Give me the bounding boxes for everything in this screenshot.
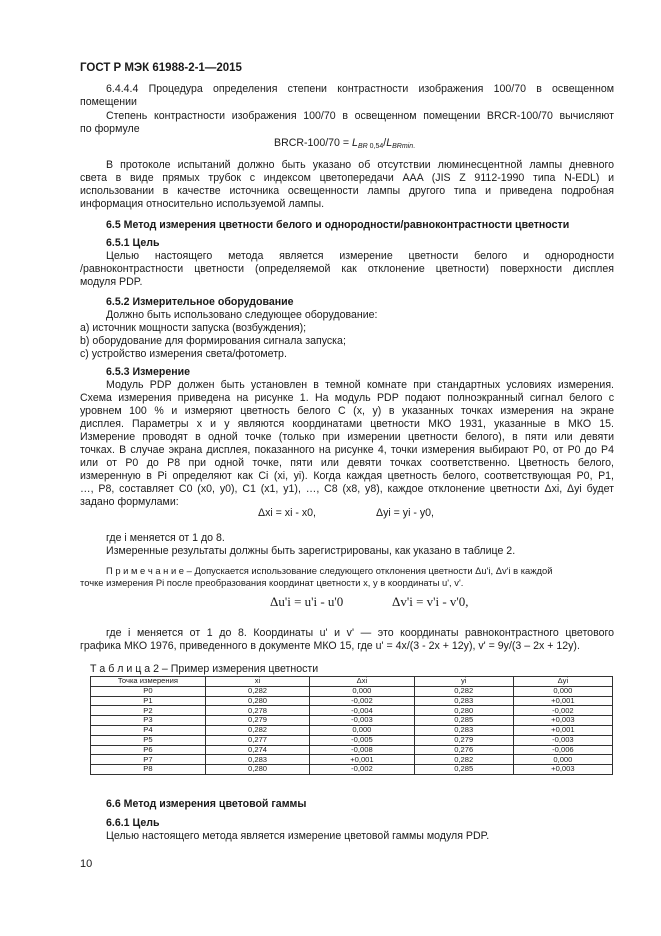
paragraph-line: Должно быть использовано следующее оборудование: <box>106 309 378 321</box>
table-cell: -0,002 <box>310 765 414 775</box>
paragraph-line: по формуле <box>80 123 140 135</box>
table-header-cell: Точка измерения <box>91 677 206 687</box>
formula-brcr: BRCR-100/70 = $L_{BR 0,54}/L_{BRmin.}$ <box>274 137 416 150</box>
section-heading-6-5: 6.5 Метод измерения цветности белого и однородности/равноконтрастности цветности <box>106 219 570 231</box>
table-cell: 0,280 <box>205 765 309 775</box>
table-header-cell: yi <box>414 677 513 687</box>
paragraph-line: использовании в качестве источника освещенности лампы другого типа и приведена подробная <box>80 185 614 197</box>
table-cell: 0,000 <box>310 686 414 696</box>
measurement-table <box>90 676 613 775</box>
table-cell: P7 <box>91 755 206 765</box>
table-row <box>91 706 613 716</box>
table-cell: 0,283 <box>205 755 309 765</box>
paragraph-line: или от P0 до P8 при одной точке, пяти или девяти точках соответственно. Цветность белого, <box>80 457 614 469</box>
table-cell: +0,001 <box>513 725 612 735</box>
table-row <box>91 735 613 745</box>
table-cell: 0,279 <box>205 716 309 726</box>
section-heading-6-6: 6.6 Метод измерения цветовой гаммы <box>106 798 307 810</box>
table-cell: 0,000 <box>310 725 414 735</box>
table-cell: 0,283 <box>414 696 513 706</box>
paragraph-line: Целью настоящего метода является измерение цветности белого и однородности <box>106 250 614 262</box>
paragraph-line: где i меняется от 1 до 8. <box>106 532 225 544</box>
table-cell: -0,006 <box>513 745 612 755</box>
table-cell: +0,001 <box>513 696 612 706</box>
table-cell: 0,279 <box>414 735 513 745</box>
note-line: точке измерения Pi после преобразования координат цветности x, y в координаты u', v'. <box>80 577 464 588</box>
table-row <box>91 755 613 765</box>
table-cell: P2 <box>91 706 206 716</box>
section-heading-6-5-1: 6.5.1 Цель <box>106 237 160 249</box>
paragraph-line: где i меняется от 1 до 8. Координаты u' и v' — это координаты равноконтрастного цветового <box>106 627 614 639</box>
table-cell: 0,283 <box>414 725 513 735</box>
table-cell: -0,002 <box>513 706 612 716</box>
paragraph-line: Модуль PDP должен быть установлен в темной комнате при стандартных условиях измерения. <box>106 379 614 391</box>
table-cell: -0,002 <box>310 696 414 706</box>
paragraph-line: задано формулами: <box>80 496 179 508</box>
formula-delta-x: Δxi = xi - x0, <box>258 507 316 519</box>
table-row <box>91 765 613 775</box>
section-heading-6-6-1: 6.6.1 Цель <box>106 817 160 829</box>
table-cell: +0,001 <box>310 755 414 765</box>
table-cell: 0,280 <box>414 706 513 716</box>
paragraph-line: Целью настоящего метода является измерение цветовой гаммы модуля PDP. <box>106 830 490 842</box>
note-line: П р и м е ч а н и е – Допускается использование следующего отклонения цветности Δu'i, Δv'i в каждой <box>106 565 553 576</box>
paragraph-line: Схема измерения приведена на рисунке 1. На модуль PDP подают полноэкранный сигнал белого с <box>80 392 614 404</box>
paragraph-line: точках. В случае экрана дисплея, показанного на рисунке 4, точки измерения выбирают P0, от P0 до P4 <box>80 444 614 456</box>
list-item: a) источник мощности запуска (возбуждения); <box>80 322 307 334</box>
table-cell: 0,000 <box>513 755 612 765</box>
list-item: b) оборудование для формирования сигнала запуска; <box>80 335 346 347</box>
list-item: c) устройство измерения света/фотометр. <box>80 348 287 360</box>
table-header-row <box>91 677 613 687</box>
paragraph-line: измеренную в Pi определяют как Ci (xi, yi). Когда каждая цветность белого, соответствующая P0, P1, <box>80 470 614 482</box>
table-cell: -0,003 <box>310 716 414 726</box>
table-cell: -0,003 <box>513 735 612 745</box>
table-row <box>91 696 613 706</box>
table-cell: 0,282 <box>205 686 309 696</box>
page-number: 10 <box>80 858 93 870</box>
table-cell: 0,278 <box>205 706 309 716</box>
table-cell: P6 <box>91 745 206 755</box>
paragraph-line: В протоколе испытаний должно быть указано об отсутствии люминесцентной лампы дневного <box>106 159 614 171</box>
formula-delta-y: Δyi = yi - y0, <box>376 507 434 519</box>
table-row <box>91 745 613 755</box>
table-cell: P3 <box>91 716 206 726</box>
paragraph-line: модуля PDP. <box>80 276 143 288</box>
table-row <box>91 686 613 696</box>
paragraph-line: света в виде прямых трубок с индексом цветопередачи AAA (JIS Z 9112-1990 типа N-EDL) и <box>80 172 614 184</box>
document-header: ГОСТ Р МЭК 61988-2-1—2015 <box>80 62 242 74</box>
table-cell: P5 <box>91 735 206 745</box>
paragraph-line: Измерение проводят в одной точке (только при измерении цветности белого), в пяти или девяти <box>80 431 614 443</box>
paragraph-line: …, P8, составляет C0 (x0, y0), C1 (x1, y1), …, C8 (x8, y8), каждое отклонение цветности Δxi, Δyi будет <box>80 483 614 495</box>
table-cell: 0,277 <box>205 735 309 745</box>
table-caption: Т а б л и ц а 2 – Пример измерения цветности <box>90 663 319 675</box>
table-cell: 0,285 <box>414 716 513 726</box>
table-cell: 0,285 <box>414 765 513 775</box>
table-row <box>91 725 613 735</box>
table-cell: -0,008 <box>310 745 414 755</box>
table-header-cell: xi <box>205 677 309 687</box>
table-cell: 0,282 <box>205 725 309 735</box>
table-header-cell: Δxi <box>310 677 414 687</box>
paragraph-line: дисплея. Параметры x и y являются координатами цветности МКО 1931, указанные в МКО 15. <box>80 418 614 430</box>
table-cell: +0,003 <box>513 765 612 775</box>
formula-delta-u: Δu'i = u'i - u'0 <box>270 594 344 609</box>
section-heading-6-5-3: 6.5.3 Измерение <box>106 366 191 378</box>
table-cell: 0,282 <box>414 755 513 765</box>
section-heading-6-5-2: 6.5.2 Измерительное оборудование <box>106 296 294 308</box>
table-cell: 0,276 <box>414 745 513 755</box>
table-row <box>91 716 613 726</box>
paragraph-line: /равноконтрастности цветности (определяемой как отклонение цветности) поверхности дисплея <box>80 263 614 275</box>
table-cell: 0,274 <box>205 745 309 755</box>
paragraph-line: помещении <box>80 96 137 108</box>
table-cell: P4 <box>91 725 206 735</box>
table-cell: +0,003 <box>513 716 612 726</box>
table-cell: 0,000 <box>513 686 612 696</box>
table-header-cell: Δyi <box>513 677 612 687</box>
formula-delta-v: Δv'i = v'i - v'0, <box>392 594 469 609</box>
table-cell: P1 <box>91 696 206 706</box>
table-cell: P0 <box>91 686 206 696</box>
table-cell: 0,282 <box>414 686 513 696</box>
table-cell: -0,004 <box>310 706 414 716</box>
paragraph-line: 6.4.4.4 Процедура определения степени контрастности изображения 100/70 в освещенном <box>106 83 614 95</box>
paragraph-line: Измеренные результаты должны быть зарегистрированы, как указано в таблице 2. <box>106 545 516 557</box>
table-cell: P8 <box>91 765 206 775</box>
paragraph-line: графика МКО 1976, приведенного в документе МКО 15, где u' = 4x/(3 - 2x + 12y), v' = 9y/(3 – 2x + 12y). <box>80 640 580 652</box>
paragraph-line: Степень контрастности изображения 100/70 в освещенном помещении BRCR-100/70 вычисляют <box>106 110 614 122</box>
paragraph-line: уровнем 100 % и измеряют цветность белого C (x, y) в указанных точках измерения на экране <box>80 405 614 417</box>
table-cell: 0,280 <box>205 696 309 706</box>
table-cell: -0,005 <box>310 735 414 745</box>
paragraph-line: информация относительно используемой лампы. <box>80 198 325 210</box>
